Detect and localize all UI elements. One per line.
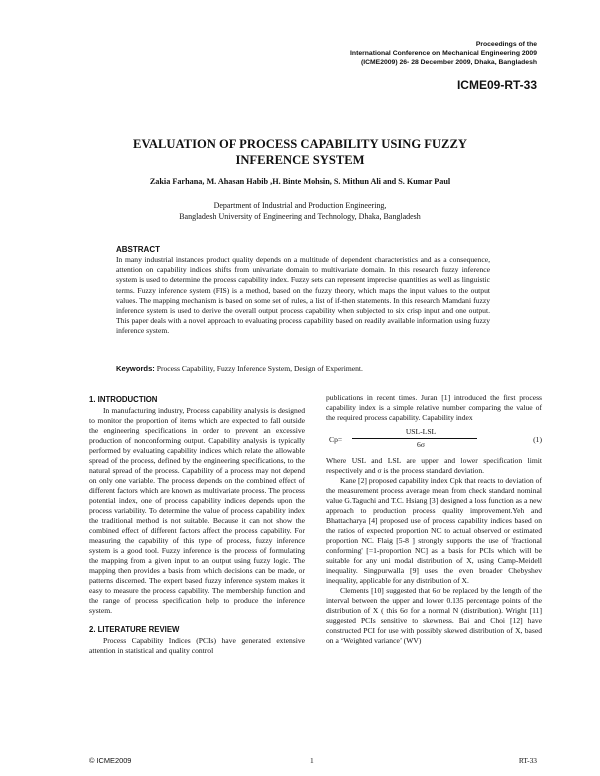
- header-line: International Conference on Mechanical Engineering 2009: [350, 50, 537, 58]
- header-line: (ICME2009) 26- 28 December 2009, Dhaka, Bangladesh: [360, 59, 537, 67]
- footer-copyright: © ICME2009: [89, 756, 132, 765]
- equation-cp: [326, 427, 542, 451]
- paragraph: Where USL and LSL are upper and lower specification limit respectively and σ is the process standard deviation.: [326, 456, 542, 475]
- authors: Zakia Farhana, M. Ahasan Habib ,H. Binte Mohsin, S. Mithun Ali and S. Kumar Paul: [149, 177, 451, 186]
- paper-title: [80, 136, 520, 168]
- section-heading-introduction: 1. INTRODUCTION: [89, 395, 158, 404]
- header-line: Proceedings of the: [475, 41, 537, 48]
- keywords: [116, 364, 490, 373]
- section-heading-literature-review: 2. LITERATURE REVIEW: [89, 625, 180, 634]
- equation-numerator: USL-LSL: [405, 427, 437, 436]
- title-line: INFERENCE SYSTEM: [235, 153, 365, 167]
- right-column: [326, 393, 542, 646]
- left-column: [89, 395, 305, 656]
- keywords-text: Process Capability, Fuzzy Inference System, Design of Experiment.: [156, 364, 363, 373]
- equation-lhs: Cp=: [329, 435, 343, 444]
- paper-id: ICME09-RT-33: [456, 78, 537, 92]
- introduction-text: In manufacturing industry, Process capability analysis is designed to monitor the proportion of items which are expected to fall outside the engineering specifications in order to prevent an excessive production of nonconforming output. Capability analysis is typically performed by evaluating capability indices which relate the allowable spread of the process, defined by the engineering specifications, to the natural spread of the process. Capability of a process may not depend on only one variable. The process depends on the combined effect of different factors which are known as multivariate process. The process potential index, one of process capability indices depends upon the process variability. To determine the value of process capability index the traditional method is not suitable. Because it can not show the combined effect of different factors affect the process capability. For measuring the capability of this type of process, fuzzy inference system is a good tool. Fuzzy inference is the process of formulating the mapping from a given input to an output using fuzzy logic. The mapping then provides a basis from which decisions can be made, or patterns discerned. The expert based fuzzy inference system makes it easy to measure the process capability. The membership function and the range of process specification help to produce the inference system.: [89, 406, 305, 615]
- paragraph: Clements [10] suggested that 6σ be replaced by the length of the interval between the upper and lower 0.135 percentage points of the distribution of X ( this 6σ for a normal N (distribution). Wright [11] suggested PCIs sensitive to skewness. Bai and Choi [12] have constructed PCI for use with possibly skewed distribution of X, based on a ‘Weighted variance’ (WV): [326, 586, 542, 645]
- equation-number: (1): [533, 435, 542, 444]
- paragraph: Kane [2] proposed capability index Cpk that reacts to deviation of the measurement process average mean from check standard nominal value G.Taguchi and T.C. Hsiang [3] designed a loss function as a new approach to production process quality improvement.Yeh and Bhattacharya [4] proposed use of process capability indices based on the ratios of expected proportion NC to actual observed or estimated proportion NC. Flaig [5-8 ] strongly supports the use of 'fractional conforming' [=1-proportion NC] as a basis for PCIs which will be suitable for any uni modal distribution of X, using Camp-Meidell inequality. Singpurwalla [9] uses the even broader Chebyshev inequality, applicable for any distribution of X.: [326, 476, 542, 585]
- fraction-bar: [352, 438, 477, 439]
- affiliation-line: Department of Industrial and Production Engineering,: [213, 201, 387, 210]
- conference-header: [350, 40, 537, 68]
- abstract-text: In many industrial instances product quality depends on a multitude of dependent characteristics and as a consequence, attention on capability indices shifts from univariate domain to multivariate domain. In this research fuzzy inference system is used to determine the process capability index. Fuzzy sets can represent imprecise quantities as well as linguistic terms. Fuzzy inference system (FIS) is a method, based on the fuzzy theory, which maps the input values to the output values. The mapping mechanism is based on some set of rules, a list of if-then statements. In this research Mamdani fuzzy inference system is used to derive the overall output process capability when subjected to six crisp input and one output. This paper deals with a novel approach to evaluating process capability based on readily available information using fuzzy inference system.: [116, 255, 490, 336]
- equation-denominator: 6σ: [417, 440, 425, 449]
- affiliation-line: Bangladesh University of Engineering and Technology, Dhaka, Bangladesh: [179, 212, 421, 221]
- paragraph: publications in recent times. Juran [1] introduced the first process capability index is a simple relative number comparing the value of the required process capability. Capability index: [326, 393, 542, 422]
- abstract-heading: ABSTRACT: [116, 245, 160, 254]
- footer-page-number: 1: [310, 756, 314, 765]
- affiliation: [60, 200, 540, 222]
- literature-review-text: Process Capability Indices (PCIs) have generated extensive attention in statistical and quality control: [89, 636, 305, 655]
- title-line: EVALUATION OF PROCESS CAPABILITY USING FUZZY: [133, 137, 467, 151]
- keywords-label: Keywords:: [116, 364, 155, 373]
- footer-paper-code: RT-33: [518, 756, 537, 765]
